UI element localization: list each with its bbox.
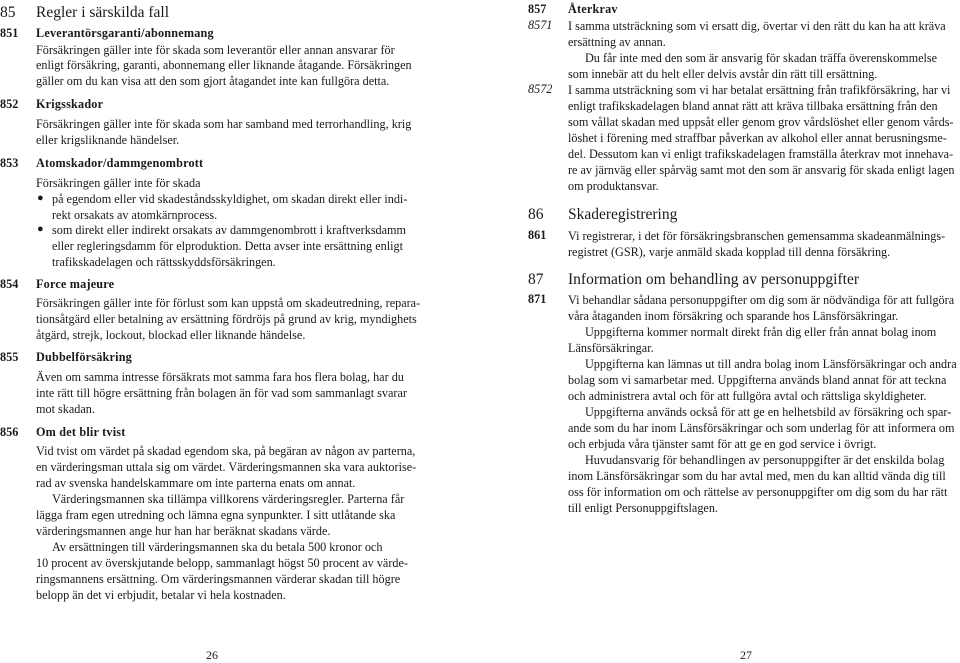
section-number: 852 [0, 97, 19, 111]
chapter-number: 86 [528, 206, 544, 223]
body-line: ande som du har inom Länsförsäkringar och som underlag för att informera om [568, 421, 955, 435]
page-number: 26 [206, 648, 218, 662]
body-line: oss för information om och rättelse av personuppgifter om dig som du har rätt [568, 485, 948, 499]
chapter-number: 87 [528, 271, 544, 288]
body-line: tionsåtgärd eller betalning av ersättning fördröjs på grund av krig, myndighets [36, 312, 417, 326]
body-line: Försäkringen gäller inte för skada [36, 176, 201, 190]
chapter-title: Skaderegistrering [568, 206, 678, 223]
body-line: rad av svenska handelskammare om inte parterna enats om annat. [36, 476, 356, 490]
chapter-number: 85 [0, 4, 16, 21]
body-line: Länsförsäkringar. [568, 341, 654, 355]
body-line: enligt försäkring, garanti, abonnemang eller liknande åtagande. Försäkringen [36, 58, 412, 72]
section-number: 856 [0, 425, 19, 439]
body-line: löshet i förening med straffbar påverkan av alkohol eller annat berusningsme- [568, 131, 947, 145]
body-line: del. Dessutom kan vi enligt trafikskadelagen framställa återkrav mot innehava- [568, 147, 954, 161]
section-heading: Atomskador/dammgenombrott [36, 156, 204, 170]
body-line: eller regleringsdamm för elproduktion. Detta avser inte ersättning enligt [52, 239, 403, 253]
body-line: Vid tvist om värdet på skadad egendom ska, på begäran av någon av parterna, [36, 444, 416, 458]
body-line: inte rätt till högre ersättning från bolagen än för vad som sammanlagt svarar [36, 386, 407, 400]
body-line: gäller om du kan visa att den som gjort åtagandet inte kan fullgöra detta. [36, 74, 390, 88]
body-line: Vi registrerar, i det för försäkringsbranschen gemensamma skadeanmälnings- [568, 229, 946, 243]
body-line: bolag som vi samarbetar med. Uppgifterna används bland annat för att teckna [568, 373, 947, 387]
body-line: Uppgifterna kommer normalt direkt från dig eller från annat bolag inom [585, 325, 937, 339]
body-line: I samma utsträckning som vi ersatt dig, övertar vi den rätt du kan ha att kräva [568, 19, 946, 33]
body-line: och erbjuda våra tjänster samt för att ge en god service i övrigt. [568, 437, 877, 451]
body-line: trafikskadelagen och rättsskyddsförsäkringen. [52, 255, 276, 269]
section-number: 855 [0, 350, 19, 364]
page-number: 27 [740, 648, 752, 662]
body-line: värderingsmannen ange hur han har beräknat skadans värde. [36, 524, 331, 538]
body-line: re av järnväg eller spårväg samt mot den som är ansvarig för skada enligt lagen [568, 163, 955, 177]
body-line: Uppgifterna används också för att ge en helhetsbild av försäkring och spar- [585, 405, 952, 419]
body-line: om produktansvar. [568, 179, 659, 193]
body-line: 10 procent av överskjutande belopp, sammanlagt högst 50 procent av värde- [36, 556, 408, 570]
body-line: inom Länsförsäkringar som du har avtal med, men du kan alltid vända dig till [568, 469, 946, 483]
chapter-title: Information om behandling av personuppgifter [568, 271, 859, 288]
body-line: våra åtaganden inom försäkring och sparande hos Länsförsäkringar. [568, 309, 899, 323]
body-line: eller krigsliknande händelser. [36, 133, 180, 147]
body-line: Värderingsmannen ska tillämpa villkorens värderingsregler. Parterna får [52, 492, 405, 506]
body-line: som innebär att du helt eller delvis avstår din rätt till ersättning. [568, 67, 878, 81]
section-number: 861 [528, 228, 547, 242]
body-line: ringsmannens ersättning. Om värderingsmannen värderar skadan till högre [36, 572, 401, 586]
body-line: ersättning av annan. [568, 35, 666, 49]
body-line: Uppgifterna kan lämnas ut till andra bolag inom Länsförsäkringar och andra [585, 357, 957, 371]
body-line: och administrera avtal och för att fullgöra avtal och rättsliga skyldigheter. [568, 389, 927, 403]
body-line: Av ersättningen till värderingsmannen ska du betala 500 kronor och [52, 540, 383, 554]
body-line: som direkt eller indirekt orsakats av dammgenombrott i kraftverksdamm [52, 223, 407, 237]
body-line: till enligt Personuppgiftslagen. [568, 501, 718, 515]
body-line: på egendom eller vid skadeståndsskyldighet, om skadan direkt eller indi- [52, 192, 408, 206]
bullet-icon: ● [37, 223, 44, 235]
body-line: registret (GSR), varje anmäld skada kopplad till denna försäkring. [568, 245, 891, 259]
section-heading: Dubbelförsäkring [36, 350, 132, 364]
body-line: belopp än det vi erbjudit, betalar vi hela kostnaden. [36, 588, 286, 602]
section-heading: Återkrav [568, 2, 618, 16]
body-line: som vållat skadan med uppsåt eller genom grov vårdslöshet eller genom vårds- [568, 115, 954, 129]
body-line: mot skadan. [36, 402, 95, 416]
section-number: 857 [528, 2, 547, 16]
section-number: 854 [0, 277, 19, 291]
body-line: I samma utsträckning som vi har betalat ersättning från trafikförsäkring, har vi [568, 83, 951, 97]
subsection-number: 8572 [528, 82, 553, 96]
body-line: lägga fram egen utredning och lämna egna synpunkter. I sitt utlåtande ska [36, 508, 396, 522]
bullet-icon: ● [37, 192, 44, 204]
section-number: 871 [528, 292, 547, 306]
body-line: Försäkringen gäller inte för förlust som kan uppstå om skadeutredning, repara- [36, 296, 421, 310]
body-line: enligt trafikskadelagen bland annat rätt att kräva tillbaka ersättning från den [568, 99, 938, 113]
section-heading: Leverantörsgaranti/abonnemang [36, 26, 214, 40]
body-line: Vi behandlar sådana personuppgifter om dig som är nödvändiga för att fullgöra [568, 293, 955, 307]
chapter-title: Regler i särskilda fall [36, 4, 169, 21]
body-line: Du får inte med den som är ansvarig för skadan träffa överenskommelse [585, 51, 938, 65]
body-line: åtgärd, strejk, lockout, blockad eller liknande händelse. [36, 328, 306, 342]
body-line: Även om samma intresse försäkrats mot samma fara hos flera bolag, har du [36, 370, 404, 384]
body-line: Huvudansvarig för behandlingen av personuppgifter är det enskilda bolag [585, 453, 945, 467]
section-number: 853 [0, 156, 19, 170]
body-line: en värderingsman uttala sig om värdet. Värderingsmannen ska vara auktorise- [36, 460, 417, 474]
section-number: 851 [0, 26, 19, 40]
section-heading: Force majeure [36, 277, 115, 291]
section-heading: Om det blir tvist [36, 425, 126, 439]
body-line: Försäkringen gäller inte för skada som har samband med terrorhandling, krig [36, 117, 412, 131]
body-line: rekt orsakats av atomkärnprocess. [52, 208, 218, 222]
body-line: Försäkringen gäller inte för skada som leverantör eller annan ansvarar för [36, 43, 395, 57]
section-heading: Krigsskador [36, 97, 104, 111]
subsection-number: 8571 [528, 18, 553, 32]
